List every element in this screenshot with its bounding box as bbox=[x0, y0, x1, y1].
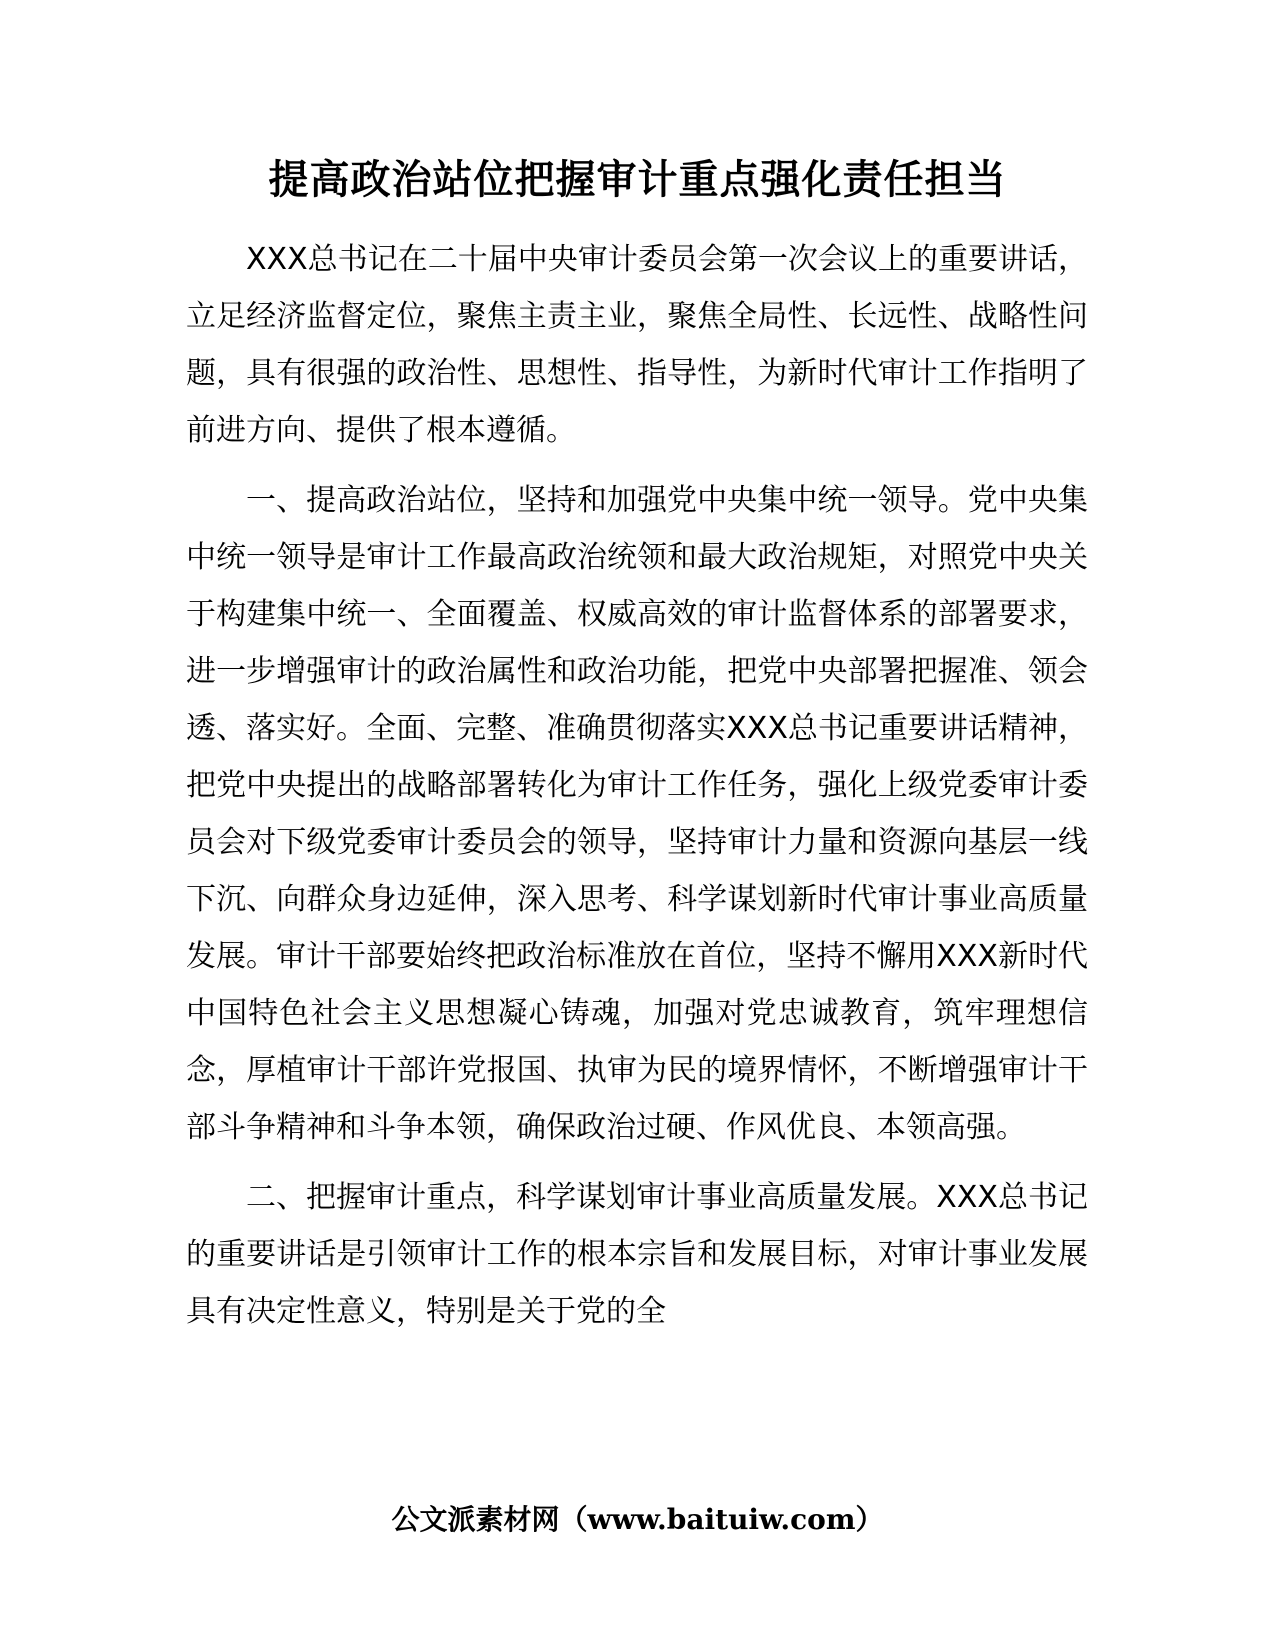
paragraph-section-2: 二、把握审计重点，科学谋划审计事业高质量发展。XXX总书记的重要讲话是引领审计工作的根本宗旨和发展目标，对审计事业发展具有决定性意义，特别是关于党的全 bbox=[186, 1180, 1088, 1329]
paragraph-section-1: 一、提高政治站位，坚持和加强党中央集中统一领导。党中央集中统一领导是审计工作最高政治统领和最大政治规矩，对照党中央关于构建集中统一、全面覆盖、权威高效的审计监督体系的部署要求，进一步增强审计的政治属性和政治功能，把党中央部署把握准、领会透、落实好。全面、完整、准确贯彻落实XXX总书记重要讲话精神，把党中央提出的战略部署转化为审计工作任务，强化上级党委审计委员会对下级党委审计委员会的领导，坚持审计力量和资源向基层一线下沉、向群众身边延伸，深入思考、科学谋划新时代审计事业高质量发展。审计干部要始终把政治标准放在首位，坚持不懈用XXX新时代中国特色社会主义思想凝心铸魂，加强对党忠诚教育，筑牢理想信念，厚植审计干部许党报国、执审为民的境界情怀，不断增强审计干部斗争精神和斗争本领，确保政治过硬、作风优良、本领高强。 bbox=[186, 483, 1088, 1145]
paragraph-intro: XXX总书记在二十届中央审计委员会第一次会议上的重要讲话，立足经济监督定位，聚焦主责主业，聚焦全局性、长远性、战略性问题，具有很强的政治性、思想性、指导性，为新时代审计工作指明了前进方向、提供了根本遵循。 bbox=[186, 242, 1088, 448]
document-body bbox=[186, 231, 1088, 1353]
document-title: 提高政治站位把握审计重点强化责任担当 bbox=[268, 157, 1007, 203]
footer-watermark: 公文派素材网（www.baituiw.com） bbox=[391, 1503, 884, 1536]
